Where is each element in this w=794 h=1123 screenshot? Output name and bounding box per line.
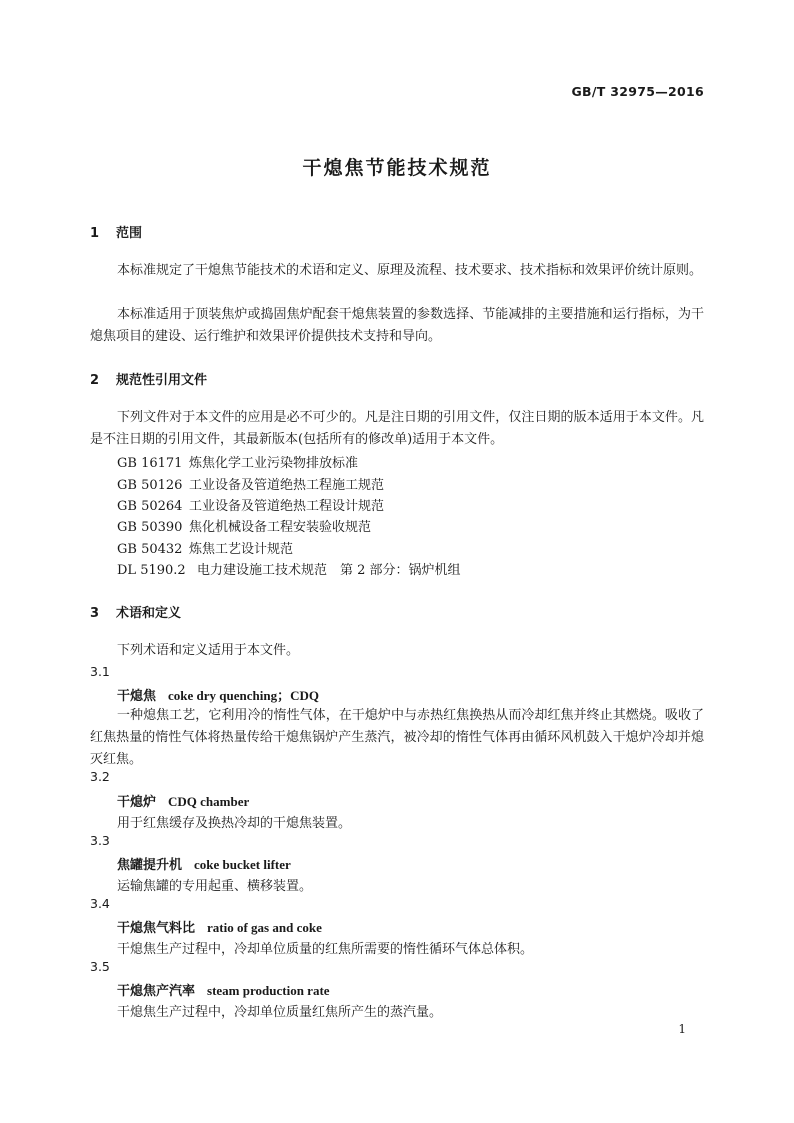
term-number: 3.5 bbox=[90, 959, 110, 974]
term-number: 3.3 bbox=[90, 833, 110, 848]
reference-item bbox=[117, 474, 384, 493]
reference-code: GB 50264 bbox=[117, 499, 183, 514]
standard-number: GB/T 32975—2016 bbox=[571, 84, 704, 99]
reference-title: 炼焦化学工业污染物排放标准 bbox=[189, 456, 359, 471]
reference-code: DL 5190.2 bbox=[117, 563, 186, 578]
term-definition: 干熄焦生产过程中，冷却单位质量的红焦所需要的惰性循环气体总体积。 bbox=[117, 942, 534, 957]
term-heading bbox=[117, 685, 319, 704]
reference-item bbox=[117, 452, 358, 471]
reference-code: GB 16171 bbox=[117, 456, 183, 471]
term-chinese: 焦罐提升机 bbox=[117, 858, 183, 873]
reference-title: 炼焦工艺设计规范 bbox=[189, 542, 294, 557]
term-english: ratio of gas and coke bbox=[207, 920, 322, 935]
term-number: 3.2 bbox=[90, 769, 110, 784]
section-number: 1 bbox=[90, 226, 100, 241]
term-definition: 一种熄焦工艺，它利用冷的惰性气体，在干熄炉中与赤热红焦换热从而冷却红焦并终止其燃烧。吸收了红焦热量的惰性气体将热量传给干熄焦锅炉产生蒸汽，被冷却的惰性气体再由循环风机鼓入干熄炉冷却并熄灭红焦。 bbox=[90, 708, 704, 767]
reference-code: GB 50126 bbox=[117, 478, 183, 493]
term-heading bbox=[117, 980, 330, 999]
paragraph: 下列文件对于本文件的应用是必不可少的。凡是注日期的引用文件，仅注日期的版本适用于本文件。凡是不注日期的引用文件，其最新版本(包括所有的修改单)适用于本文件。 bbox=[90, 410, 704, 447]
document-title: 干熄焦节能技术规范 bbox=[302, 157, 492, 179]
paragraph: 本标准规定了干熄焦节能技术的术语和定义、原理及流程、技术要求、技术指标和效果评价统计原则。 bbox=[117, 263, 703, 278]
reference-title: 焦化机械设备工程安装验收规范 bbox=[189, 520, 372, 535]
section-number: 2 bbox=[90, 373, 100, 388]
term-chinese: 干熄焦气料比 bbox=[117, 921, 196, 936]
reference-code: GB 50432 bbox=[117, 542, 183, 557]
term-heading bbox=[117, 854, 291, 873]
reference-item bbox=[117, 538, 293, 557]
term-english: coke dry quenching；CDQ bbox=[168, 688, 319, 703]
section-number: 3 bbox=[90, 606, 100, 621]
term-definition: 干熄焦生产过程中，冷却单位质量红焦所产生的蒸汽量。 bbox=[117, 1005, 443, 1020]
term-definition: 用于红焦缓存及换热冷却的干熄焦装置。 bbox=[117, 816, 352, 831]
term-chinese: 干熄焦 bbox=[117, 689, 157, 704]
term-number: 3.4 bbox=[90, 896, 110, 911]
paragraph: 下列术语和定义适用于本文件。 bbox=[117, 643, 300, 658]
section-heading-2 bbox=[90, 369, 207, 388]
section-title: 规范性引用文件 bbox=[116, 373, 208, 388]
reference-title: 工业设备及管道绝热工程施工规范 bbox=[189, 478, 385, 493]
term-number: 3.1 bbox=[90, 664, 110, 679]
reference-title: 电力建设施工技术规范 第 2 部分：锅炉机组 bbox=[197, 563, 461, 578]
section-title: 范围 bbox=[116, 226, 143, 241]
term-heading bbox=[117, 791, 249, 810]
section-heading-1 bbox=[90, 222, 142, 241]
term-chinese: 干熄焦产汽率 bbox=[117, 984, 196, 999]
term-definition: 运输焦罐的专用起重、横移装置。 bbox=[117, 879, 313, 894]
term-english: CDQ chamber bbox=[168, 794, 250, 809]
section-heading-3 bbox=[90, 602, 181, 621]
reference-code: GB 50390 bbox=[117, 520, 183, 535]
reference-item bbox=[117, 516, 371, 535]
term-chinese: 干熄炉 bbox=[117, 795, 157, 810]
term-english: steam production rate bbox=[207, 983, 330, 998]
reference-item bbox=[117, 559, 461, 578]
page-number: 1 bbox=[678, 1022, 686, 1036]
reference-item bbox=[117, 495, 384, 514]
paragraph: 本标准适用于顶装焦炉或捣固焦炉配套干熄焦装置的参数选择、节能减排的主要措施和运行指标，为干熄焦项目的建设、运行维护和效果评价提供技术支持和导向。 bbox=[90, 307, 704, 344]
reference-title: 工业设备及管道绝热工程设计规范 bbox=[189, 499, 385, 514]
term-heading bbox=[117, 917, 322, 936]
term-english: coke bucket lifter bbox=[194, 857, 291, 872]
section-title: 术语和定义 bbox=[116, 606, 182, 621]
